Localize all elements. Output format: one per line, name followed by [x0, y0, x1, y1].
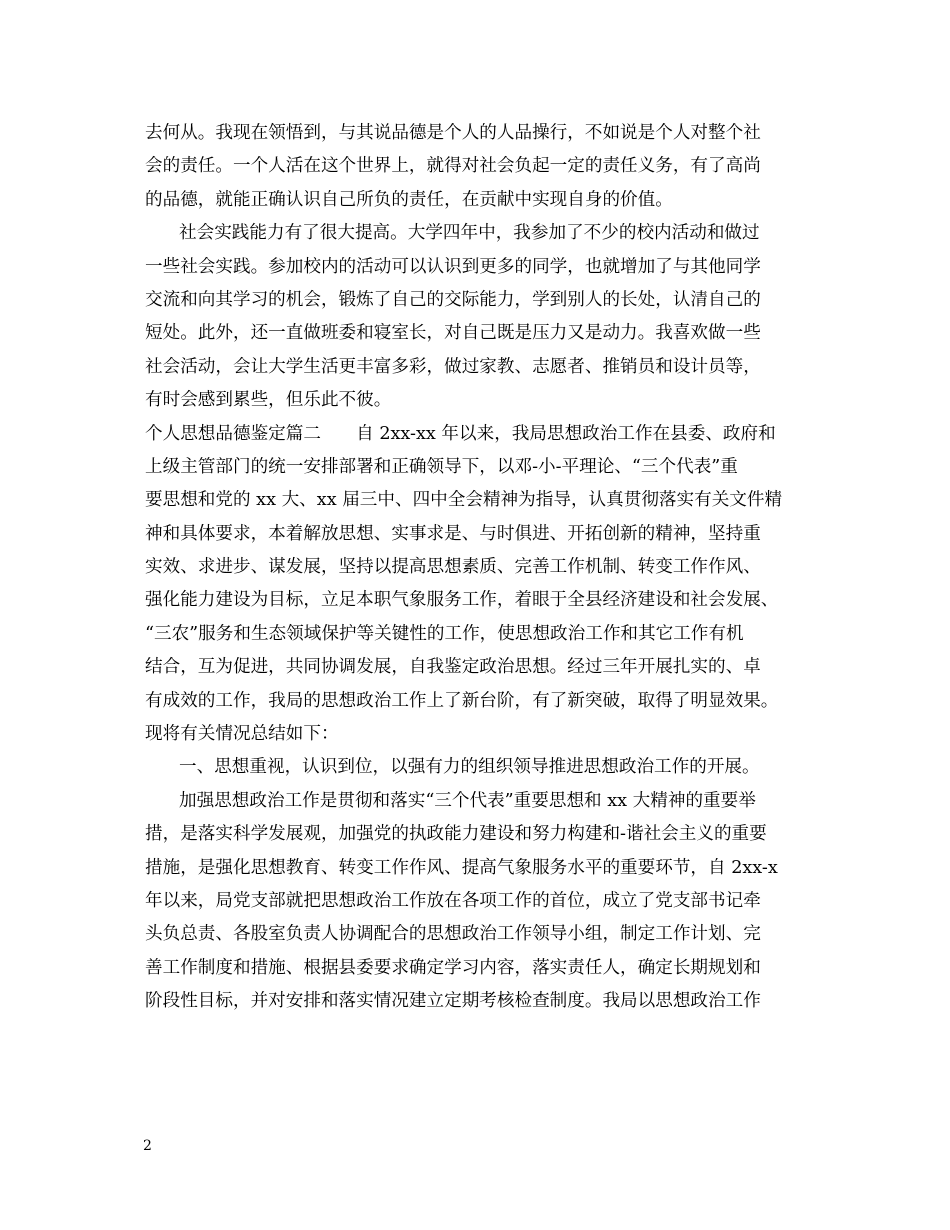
text-line: 去何从。我现在领悟到，与其说品德是个人的人品操行，不如说是个人对整个社	[145, 123, 761, 143]
text-line: 会的责任。一个人活在这个世界上，就得对社会负起一定的责任义务，有了高尚	[145, 156, 761, 177]
text-line: 善工作制度和措施、根据县委要求确定学习内容，落实责任人，确定长期规划和	[145, 957, 761, 978]
text-line: 上级主管部门的统一安排部署和正确领导下，以邓-小-平理论、“三个代表”重	[145, 456, 738, 477]
text-line: 措，是落实科学发展观，加强党的执政能力建设和努力构建和-谐社会主义的重要	[145, 824, 767, 845]
text-line: 社会活动，会让大学生活更丰富多彩，做过家教、志愿者、推销员和设计员等，	[145, 356, 761, 377]
text-line: 一、思想重视，认识到位，以强有力的组织领导推进思想政治工作的开展。	[179, 757, 760, 778]
text-line: 结合，互为促进，共同协调发展，自我鉴定政治思想。经过三年开展扎实的、卓	[145, 657, 761, 678]
text-line: 短处。此外，还一直做班委和寝室长，对自己既是压力又是动力。我喜欢做一些	[145, 323, 761, 344]
page-number: 2	[143, 1138, 152, 1154]
text-line: 的品德，就能正确认识自己所负的责任，在贡献中实现自身的价值。	[145, 189, 673, 210]
text-line: “三农”服务和生态领域保护等关键性的工作，使思想政治工作和其它工作有机	[145, 623, 744, 644]
body-text	[145, 117, 810, 1019]
text-line: 措施，是强化思想教育、转变工作作风、提高气象服务水平的重要环节，自 2xx-x	[145, 857, 778, 878]
text-line: 年以来，局党支部就把思想政治工作放在各项工作的首位，成立了党支部书记牵	[145, 890, 761, 911]
text-line: 实效、求进步、谋发展，坚持以提高思想素质、完善工作机制、转变工作作风、	[145, 557, 761, 578]
text-line: 有时会感到累些，但乐此不彼。	[145, 390, 392, 411]
text-line: 现将有关情况总结如下：	[145, 724, 339, 745]
text-line: 一些社会实践。参加校内的活动可以认识到更多的同学，也就增加了与其他同学	[145, 256, 761, 277]
text-line: 要思想和党的 xx 大、xx 届三中、四中全会精神为指导，认真贯彻落实有关文件精	[145, 490, 783, 511]
text-line: 交流和向其学习的机会，锻炼了自己的交际能力，学到别人的长处，认清自己的	[145, 289, 761, 310]
text-line: 头负总责、各股室负责人协调配合的思想政治工作领导小组，制定工作计划、完	[145, 924, 761, 945]
section-heading-line: 个人思想品德鉴定篇二 自 2xx-xx 年以来，我局思想政治工作在县委、政府和	[145, 423, 776, 444]
text-line: 强化能力建设为目标，立足本职气象服务工作，着眼于全县经济建设和社会发展、	[145, 590, 779, 611]
text-line: 加强思想政治工作是贯彻和落实“三个代表”重要思想和 xx 大精神的重要举	[179, 790, 756, 811]
text-line: 社会实践能力有了很大提高。大学四年中，我参加了不少的校内活动和做过	[179, 223, 760, 244]
text-line: 阶段性目标，并对安排和落实情况建立定期考核检查制度。我局以思想政治工作	[145, 991, 761, 1012]
text-line: 神和具体要求，本着解放思想、实事求是、与时俱进、开拓创新的精神，坚持重	[145, 523, 761, 544]
text-line: 有成效的工作，我局的思想政治工作上了新台阶，有了新突破，取得了明显效果。	[145, 690, 779, 711]
